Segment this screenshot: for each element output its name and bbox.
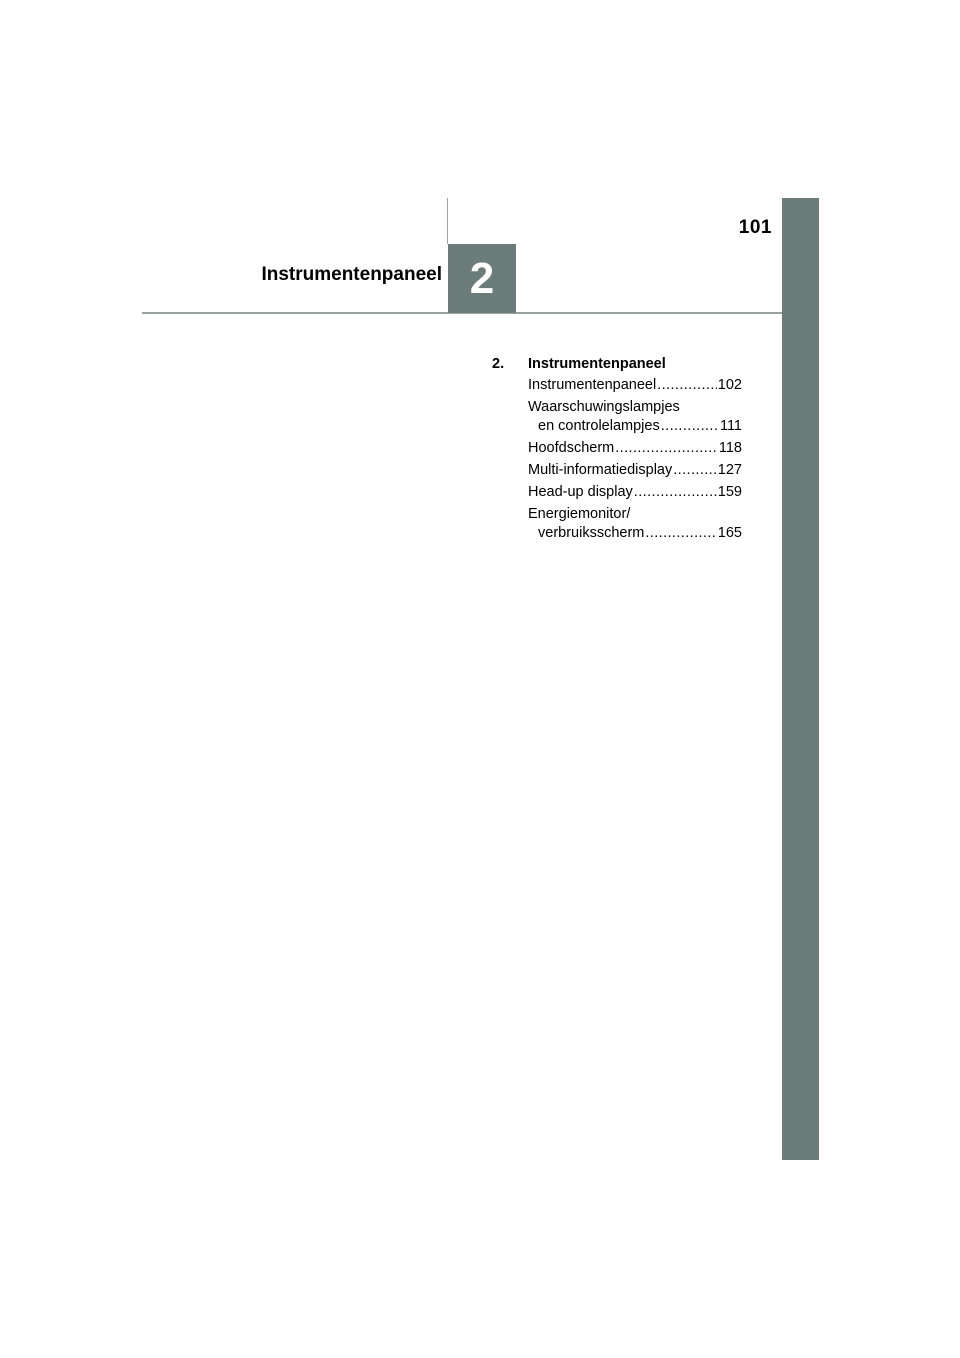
toc-item-label: Energiemonitor/ bbox=[528, 506, 631, 522]
toc-item-label-continued: verbruiksscherm bbox=[538, 525, 645, 541]
toc-item-label: Instrumentenpaneel bbox=[528, 377, 657, 393]
chapter-title: Instrumentenpaneel bbox=[261, 264, 442, 285]
chapter-number: 2 bbox=[469, 254, 495, 303]
toc-item-hoofdscherm[interactable] bbox=[528, 439, 742, 458]
toc-item-label: Hoofdscherm bbox=[528, 440, 615, 456]
toc-item-page: 111 bbox=[719, 418, 742, 434]
toc-item-page: 159 bbox=[717, 484, 742, 500]
toc-item-energiemonitor[interactable] bbox=[528, 505, 742, 543]
toc-item-instrumentenpaneel[interactable] bbox=[528, 376, 742, 395]
toc-item-page: 165 bbox=[717, 525, 742, 541]
toc-item-label: Multi-informatiedisplay bbox=[528, 462, 673, 478]
toc-item-page: 127 bbox=[717, 462, 742, 478]
toc-section-title: Instrumentenpaneel bbox=[528, 356, 666, 372]
toc-item-multi-informatiedisplay[interactable] bbox=[528, 461, 742, 480]
toc-leader-dots bbox=[673, 461, 717, 480]
chapter-number-box bbox=[448, 244, 516, 313]
toc-item-waarschuwingslampjes[interactable] bbox=[528, 398, 742, 436]
toc-leader-dots bbox=[615, 439, 718, 458]
toc-leader-dots bbox=[657, 376, 717, 395]
toc-item-head-up-display[interactable] bbox=[528, 483, 742, 502]
chapter-side-tab bbox=[782, 198, 819, 1160]
toc-leader-dots bbox=[645, 524, 716, 543]
page-number: 101 bbox=[738, 217, 772, 238]
toc-item-page: 118 bbox=[718, 440, 742, 456]
toc-list bbox=[528, 376, 742, 543]
toc-item-label: Head-up display bbox=[528, 484, 633, 500]
toc-section-heading bbox=[492, 354, 742, 374]
toc-leader-dots bbox=[634, 483, 717, 502]
toc-section-number: 2. bbox=[492, 356, 505, 372]
table-of-contents bbox=[492, 354, 742, 546]
toc-leader-dots bbox=[661, 417, 719, 436]
toc-item-label-continued: en controlelampjes bbox=[538, 418, 660, 434]
toc-item-page: 102 bbox=[717, 377, 742, 393]
header-vertical-rule bbox=[447, 198, 448, 244]
toc-item-label: Waarschuwingslampjes bbox=[528, 399, 680, 415]
